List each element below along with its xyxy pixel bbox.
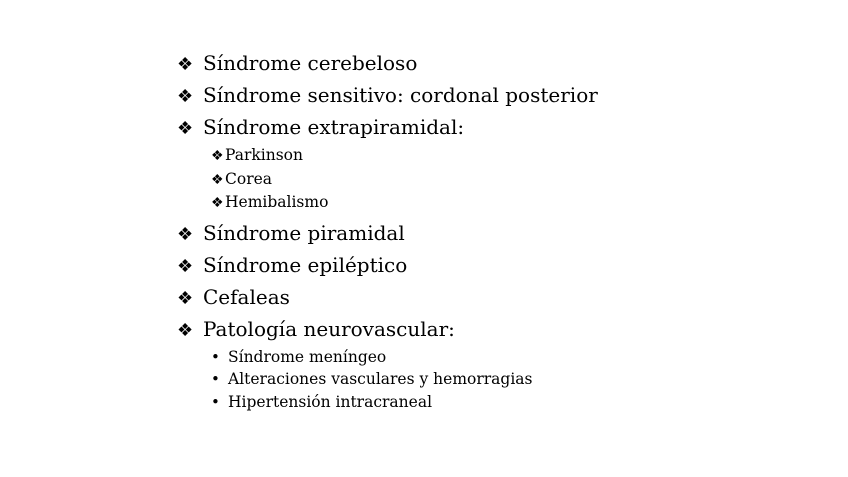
item-text: Patología neurovascular: (203, 316, 455, 341)
diamond-bullet-icon: ❖ (177, 86, 194, 107)
subitem-text: Alteraciones vasculares y hemorragias (228, 370, 533, 388)
list-item (177, 314, 598, 346)
dot-bullet-icon: • (211, 392, 220, 411)
diamond-bullet-icon: ❖ (177, 223, 194, 245)
diamond-bullet-icon: ❖ (211, 195, 224, 211)
diamond-bullet-icon: ❖ (177, 319, 194, 341)
sublist-item (211, 368, 598, 391)
sublist-item (211, 144, 598, 168)
subitem-text: Hemibalismo (225, 193, 329, 211)
subitem-text: Hipertensión intracraneal (228, 392, 433, 411)
sublist-item (211, 191, 598, 215)
diamond-bullet-icon: ❖ (177, 255, 194, 277)
list-item (177, 48, 598, 80)
list-item (177, 218, 598, 250)
dot-bullet-icon: • (211, 370, 220, 388)
list-item (177, 282, 598, 314)
item-text: Síndrome cerebeloso (203, 51, 418, 75)
sublist-item (211, 168, 598, 192)
sublist-item (211, 391, 598, 414)
diamond-bullet-icon: ❖ (177, 54, 194, 75)
diamond-bullet-icon: ❖ (211, 148, 224, 164)
item-text: Cefaleas (203, 284, 290, 309)
diamond-bullet-icon: ❖ (211, 171, 224, 188)
item-text: Síndrome epiléptico (203, 252, 408, 277)
diamond-bullet-icon: ❖ (177, 287, 194, 309)
diamond-bullet-icon: ❖ (177, 118, 194, 139)
neurovascular-sublist (211, 346, 598, 414)
sublist-item (211, 346, 598, 369)
item-text: Síndrome piramidal (203, 220, 405, 245)
item-text: Síndrome sensitivo: cordonal posterior (203, 83, 598, 107)
list-item (177, 250, 598, 282)
list-item (177, 80, 598, 112)
topic-list (177, 48, 598, 416)
subitem-text: Síndrome meníngeo (228, 347, 387, 366)
extrapyramidal-sublist (211, 144, 598, 215)
list-item (177, 112, 598, 144)
subitem-text: Parkinson (225, 146, 303, 164)
item-text: Síndrome extrapiramidal: (203, 115, 465, 139)
subitem-text: Corea (225, 169, 273, 188)
dot-bullet-icon: • (211, 347, 220, 366)
